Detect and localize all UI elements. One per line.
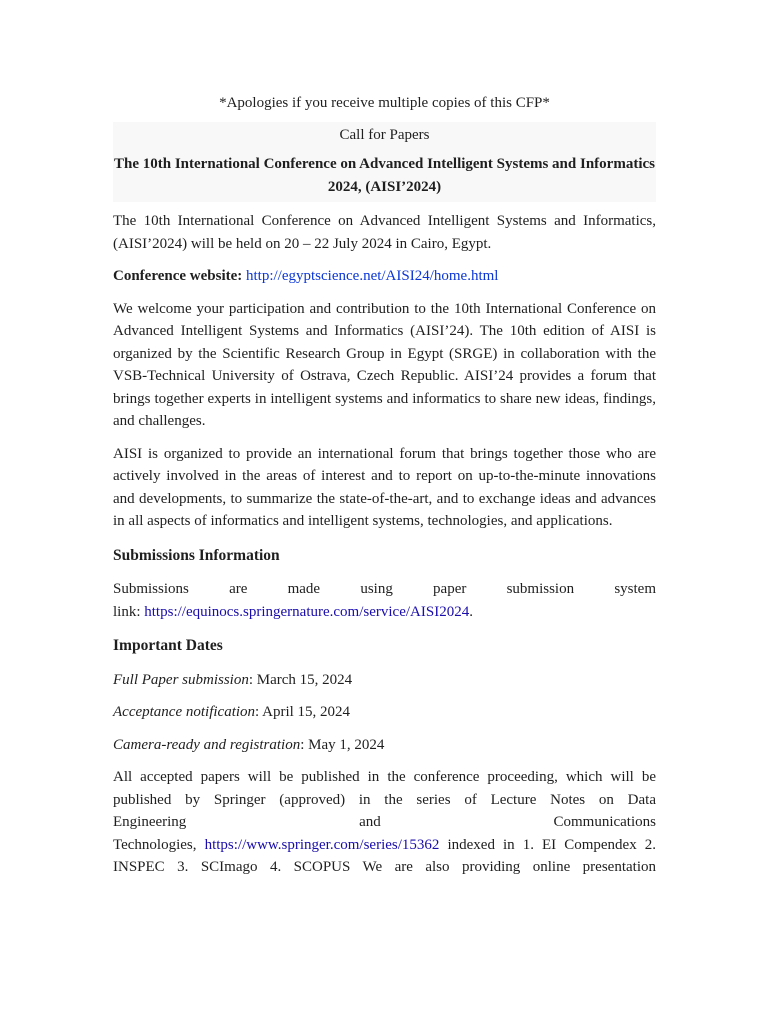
submissions-line-2: [113, 601, 656, 624]
submissions-heading: Submissions Information: [113, 546, 280, 564]
publication-line-3: [113, 834, 656, 879]
date-label: Acceptance notification: [113, 704, 256, 720]
date-full-paper: [113, 669, 656, 692]
date-label: Camera-ready and registration: [113, 736, 301, 753]
cfp-header-box: [113, 122, 656, 203]
cfp-label: Call for Papers: [339, 126, 430, 143]
text: Technologies,: [113, 836, 205, 853]
apology-note: *Apologies if you receive multiple copies of this CFP*: [219, 95, 550, 111]
word: system: [614, 581, 656, 597]
word: Engineering: [113, 814, 187, 830]
date-value: : March 15, 2024: [248, 671, 353, 688]
date-value: : April 15, 2024: [255, 704, 351, 720]
word: using: [360, 581, 393, 597]
word: and: [359, 814, 381, 830]
intro-paragraph: The 10th International Conference on Advanced Intelligent Systems and Informatics, (AISI’2024) will be held on 20 – 22 July 2024 in Cairo, Egypt.: [113, 213, 656, 252]
date-acceptance: [113, 701, 656, 724]
welcome-paragraph: We welcome your participation and contribution to the 10th International Conference on Advanced Intelligent Systems and Informatics (AISI’24). The 10th edition of AISI is organized by the Scientific Research Group in Egypt (SRGE) in collaboration with the VSB-Technical University of Ostrava, Czech Republic. AISI’24 provides a forum that brings together experts in intelligent systems and informatics to share new ideas, findings, and challenges.: [113, 300, 656, 429]
word: are: [229, 581, 248, 597]
springer-series-link[interactable]: https://www.springer.com/series/15362: [204, 836, 440, 853]
submissions-text: [113, 578, 656, 623]
website-line: [113, 265, 656, 288]
forum-paragraph: AISI is organized to provide an international forum that brings together those who are actively involved in the areas of interest and to report on up-to-the-minute innovations and developments, to summarize the state-of-the-art, and to exchange ideas and advances in all aspects of informatics and intelligent systems, technologies, and applications.: [113, 445, 656, 529]
publication-paragraph: [113, 766, 656, 879]
link-prefix: link:: [113, 603, 145, 620]
word: submission: [506, 581, 575, 597]
website-label: Conference website:: [113, 268, 243, 284]
link-suffix: .: [469, 603, 473, 620]
text: indexed in 1. EI Compendex 2. INSPEC 3. SCImago 4. SCOPUS We are also providing online presentation: [113, 836, 656, 875]
publication-line-2: [113, 811, 656, 834]
submission-system-link[interactable]: https://equinocs.springernature.com/service/AISI2024: [144, 603, 470, 620]
website-link[interactable]: http://egyptscience.net/AISI24/home.html: [246, 268, 499, 284]
important-dates-heading: Important Dates: [113, 637, 223, 654]
cfp-body: [113, 92, 656, 879]
word: paper: [433, 581, 467, 597]
conference-title: The 10th International Conference on Advanced Intelligent Systems and Informatics 2024, (AISI’2024): [114, 156, 655, 195]
date-value: : May 1, 2024: [300, 736, 385, 753]
publication-line-1: All accepted papers will be published in the conference proceeding, which will be published by Springer (approved) in the series of Lecture Notes on Data: [113, 769, 656, 808]
word: Communications: [553, 814, 656, 830]
word: made: [287, 581, 321, 597]
date-camera-ready: [113, 734, 656, 757]
word: Submissions: [113, 581, 189, 597]
date-label: Full Paper submission: [113, 671, 249, 688]
submissions-line-1: [113, 578, 656, 601]
